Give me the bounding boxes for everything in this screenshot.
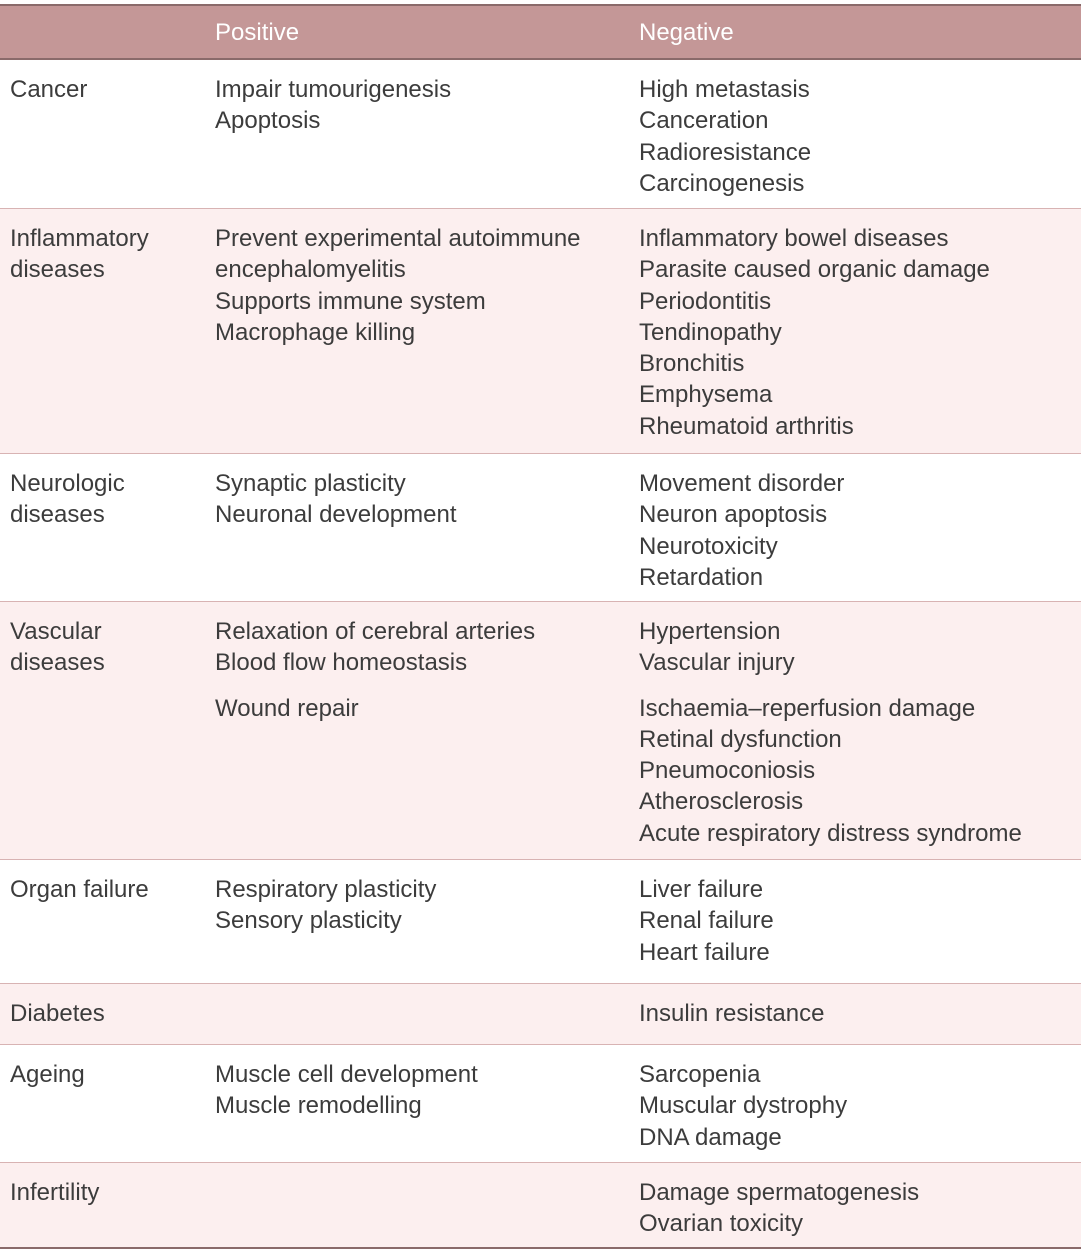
positive-effects: Relaxation of cerebral arteries Blood flow homeostasis Wound repair	[215, 618, 536, 722]
row-category: Vascular diseases	[10, 618, 105, 677]
positive-effects: Prevent experimental autoimmune encephalomyelitis Supports immune system Macrophage killing	[215, 225, 581, 346]
positive-effects: Impair tumourigenesis Apoptosis	[215, 76, 452, 135]
negative-effects: Insulin resistance	[639, 1000, 825, 1027]
positive-effects: Synaptic plasticity Neuronal development	[215, 470, 457, 529]
header-positive: Positive	[215, 19, 300, 46]
negative-effects: Damage spermatogenesis Ovarian toxicity	[639, 1179, 920, 1238]
table-row	[0, 453, 1081, 601]
row-category: Inflammatory diseases	[10, 225, 149, 284]
row-category: Infertility	[10, 1179, 100, 1206]
table-row	[0, 859, 1081, 983]
positive-effects: Muscle cell development Muscle remodelling	[215, 1061, 478, 1120]
row-category: Ageing	[10, 1061, 85, 1088]
negative-effects: Liver failure Renal failure Heart failure	[639, 876, 774, 966]
negative-effects: Movement disorder Neuron apoptosis Neurotoxicity Retardation	[639, 470, 845, 591]
row-category: Cancer	[10, 76, 88, 103]
disease-effects-table	[0, 4, 1081, 1249]
header-negative: Negative	[639, 19, 734, 46]
negative-effects: Sarcopenia Muscular dystrophy DNA damage	[639, 1061, 848, 1151]
negative-effects: Inflammatory bowel diseases Parasite caused organic damage Periodontitis Tendinopathy Bronchitis Emphysema Rheumatoid arthritis	[639, 225, 990, 440]
table-row	[0, 1044, 1081, 1162]
table-row	[0, 601, 1081, 859]
table-row	[0, 983, 1081, 1044]
negative-effects: High metastasis Canceration Radioresistance Carcinogenesis	[639, 76, 812, 197]
positive-effects: Respiratory plasticity Sensory plasticity	[215, 876, 437, 935]
table-row	[0, 60, 1081, 208]
row-category: Organ failure	[10, 876, 149, 903]
row-category: Diabetes	[10, 1000, 105, 1027]
table-header	[0, 6, 1081, 60]
table-row	[0, 208, 1081, 453]
row-category: Neurologic diseases	[10, 470, 125, 529]
table-row	[0, 1162, 1081, 1247]
negative-effects: Hypertension Vascular injury Ischaemia–reperfusion damage Retinal dysfunction Pneumoconiosis Atherosclerosis Acute respiratory distress syndrome	[639, 618, 1022, 847]
